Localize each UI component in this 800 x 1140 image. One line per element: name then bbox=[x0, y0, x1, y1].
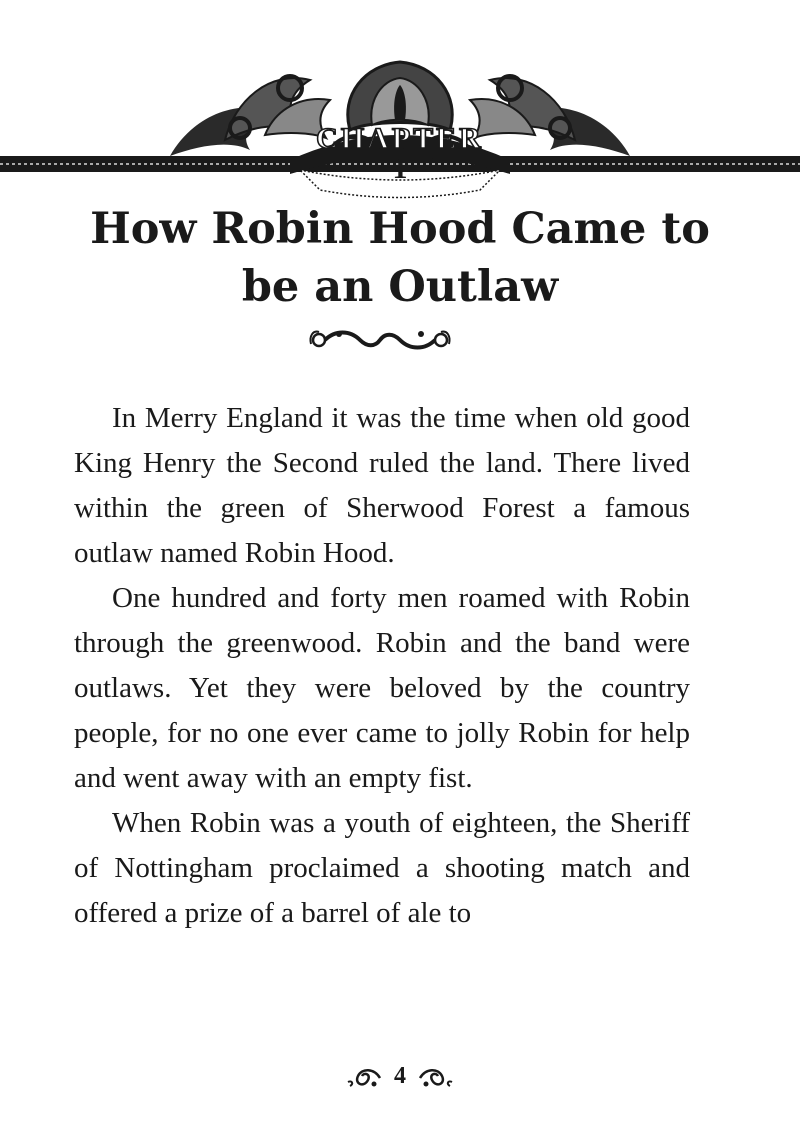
chapter-label: CHAPTER bbox=[316, 122, 484, 155]
chapter-title-line-1: How Robin Hood Came to bbox=[90, 204, 710, 254]
chapter-title-line-2: be an Outlaw bbox=[241, 262, 559, 312]
flourish-right-icon bbox=[416, 1062, 456, 1090]
flourish-left-icon bbox=[344, 1062, 384, 1090]
paragraph-2: One hundred and forty men roamed with Robin through the greenwood. Robin and the band were outlaws. Yet they were beloved by the country people, for no one ever came to jolly Robin for help and went away with an empty fist. bbox=[74, 582, 690, 794]
paragraph-3: When Robin was a youth of eighteen, the Sheriff of Nottingham proclaimed a shooting match and offered a prize of a barrel of ale to bbox=[74, 807, 690, 929]
paragraph-1: In Merry England it was the time when old good King Henry the Second ruled the land. There lived within the green of Sherwood Forest a famous outlaw named Robin Hood. bbox=[74, 402, 690, 569]
flourish-divider-icon bbox=[305, 322, 455, 358]
page-footer bbox=[300, 1056, 500, 1096]
page-number: 4 bbox=[394, 1062, 406, 1089]
chapter-body bbox=[74, 396, 690, 936]
chapter-title bbox=[60, 200, 740, 316]
chapter-number: 1 bbox=[392, 152, 408, 185]
